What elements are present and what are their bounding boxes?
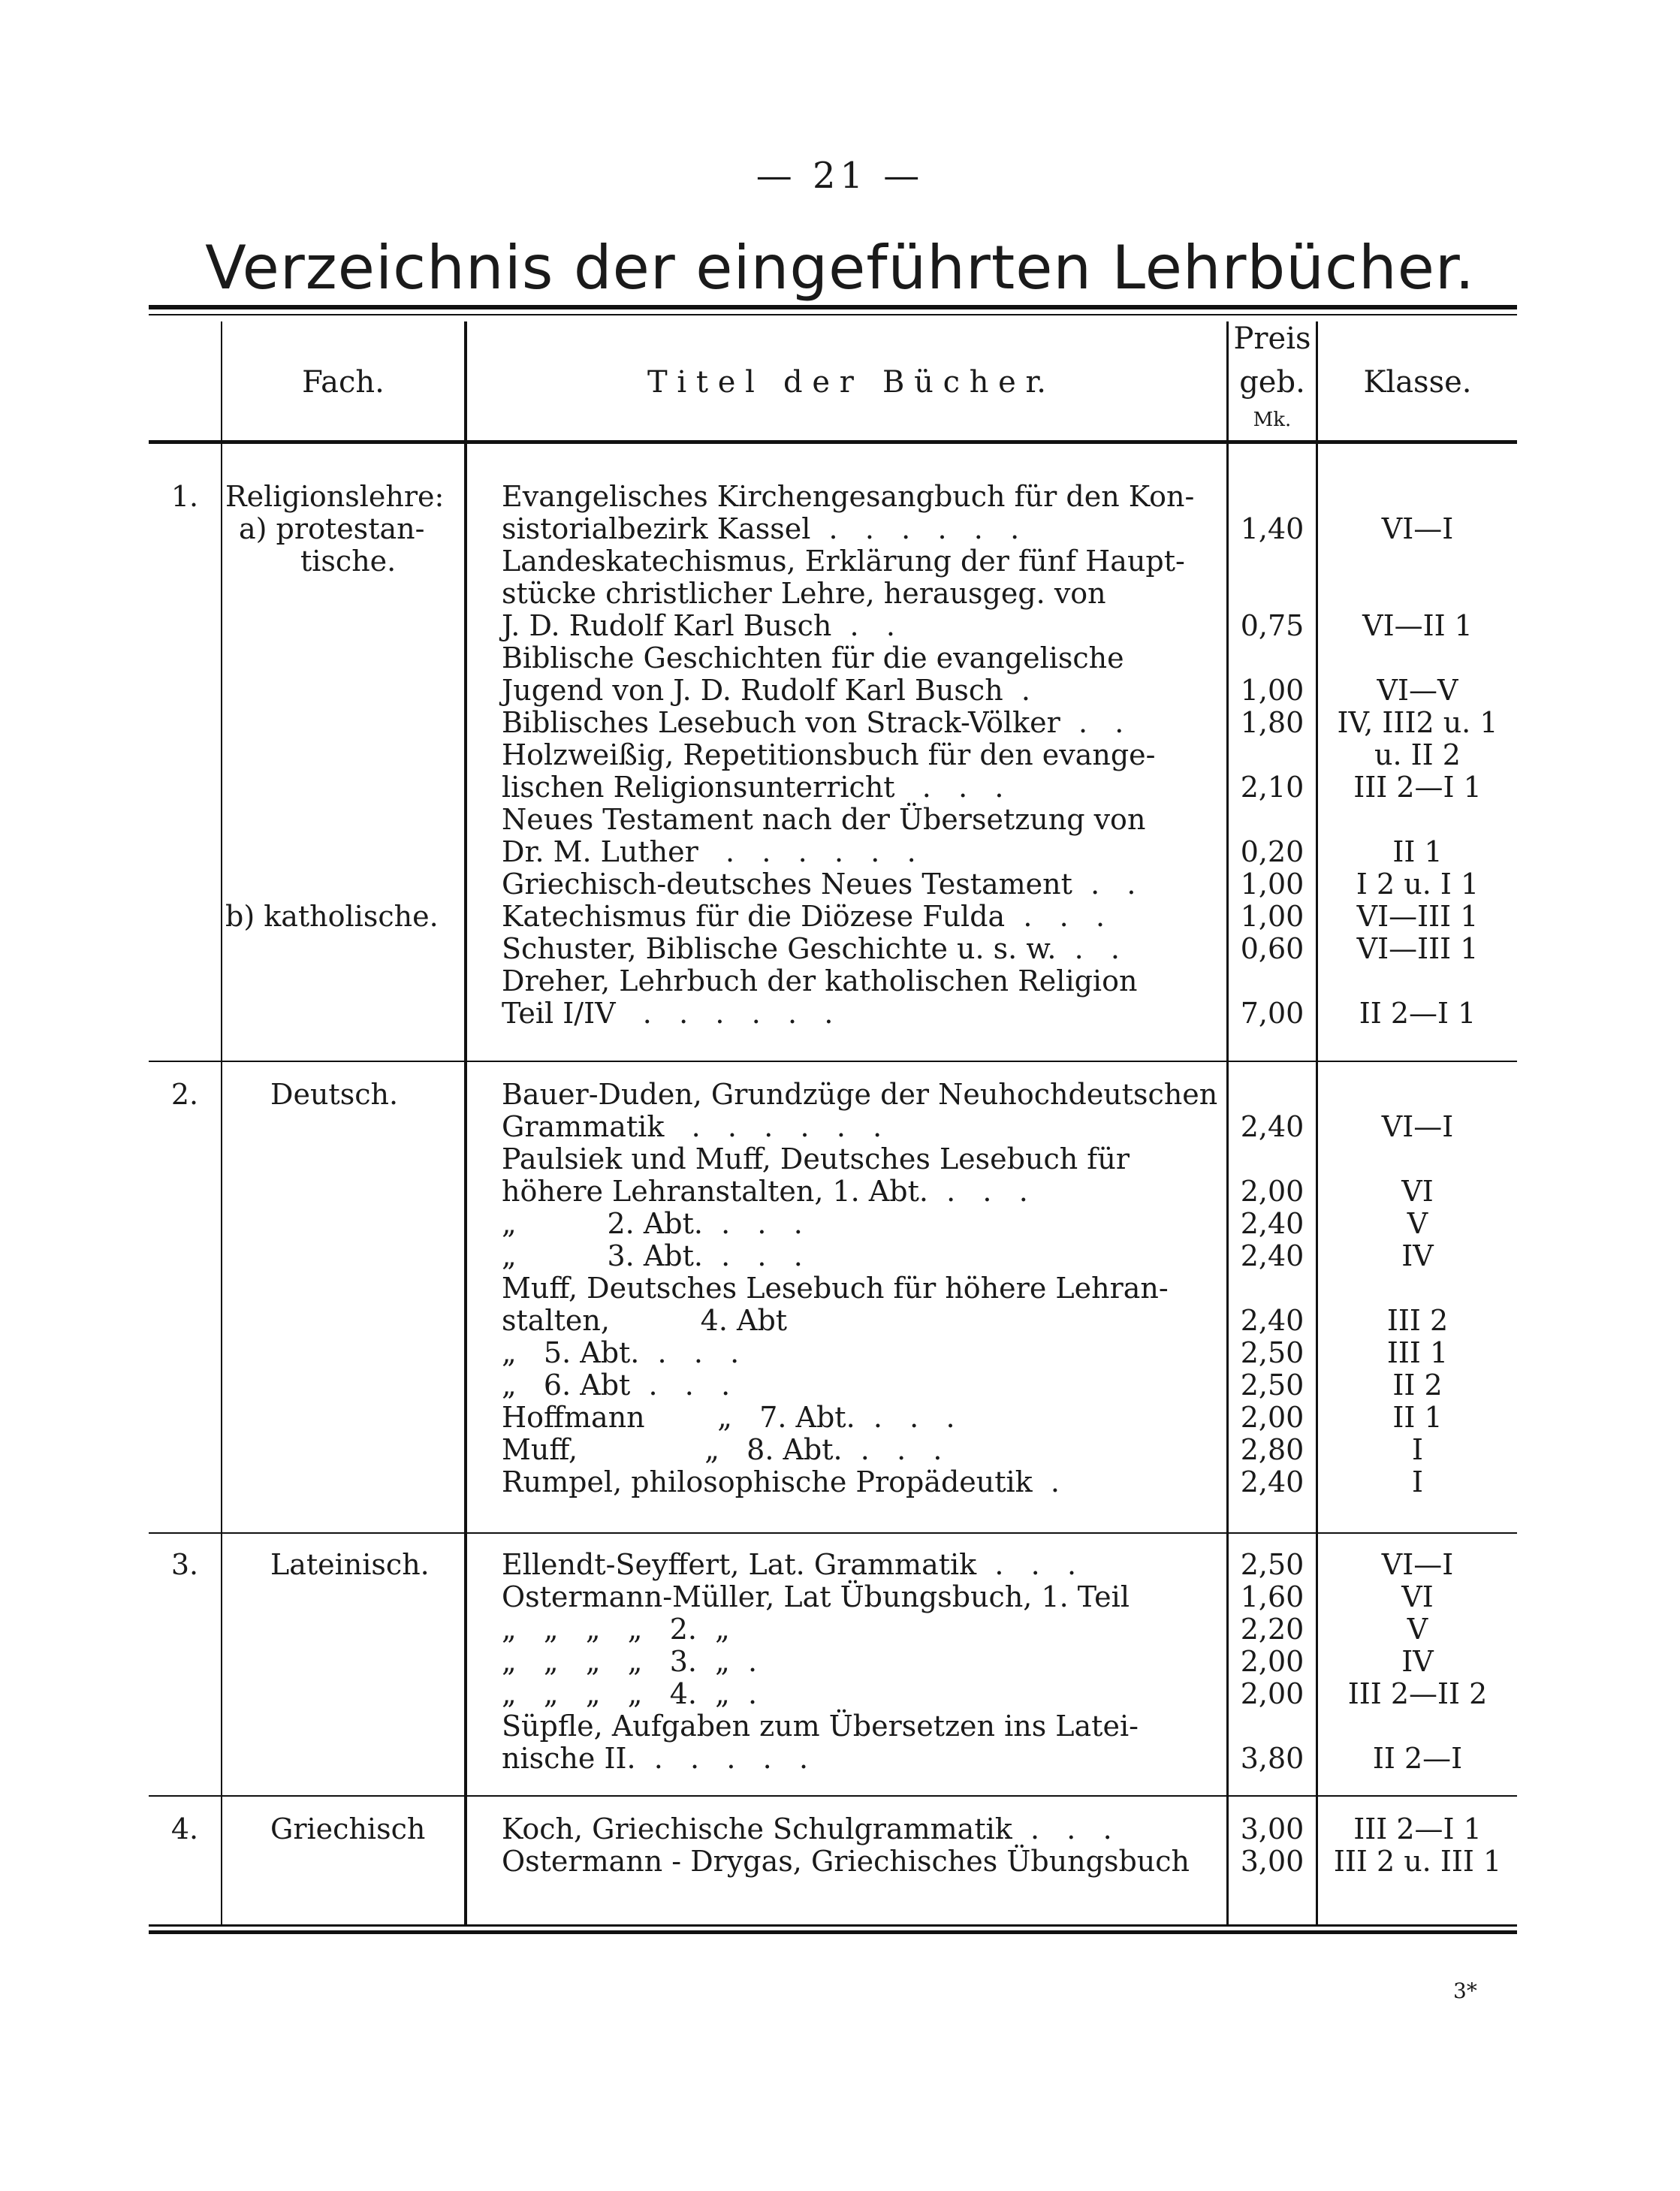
table-cell-titel: Dreher, Lehrbuch der katholischen Religion — [502, 964, 1138, 997]
table-cell-klasse: III 2—II 2 — [1347, 1677, 1488, 1710]
table-cell-klasse: IV — [1401, 1239, 1434, 1272]
table-cell-preis: 3,00 — [1240, 1812, 1304, 1845]
table-cell-titel: lischen Religionsunterricht . . . — [502, 771, 1004, 804]
table-cell-preis: 1,40 — [1240, 512, 1304, 545]
table-cell-preis: 2,40 — [1240, 1110, 1304, 1143]
table-cell-fach: a) protestan- — [239, 512, 425, 545]
table-cell-titel: stalten, 4. Abt — [502, 1304, 788, 1337]
page-number: — 21 — — [756, 155, 924, 197]
table-cell-titel: Dr. M. Luther . . . . . . — [502, 835, 916, 868]
rule-header — [149, 440, 1517, 444]
table-cell-klasse: II 2 — [1392, 1369, 1443, 1402]
rule-section-2 — [149, 1061, 1517, 1062]
table-cell-titel: Neues Testament nach der Übersetzung von — [502, 803, 1146, 836]
table-cell-titel: „ 6. Abt . . . — [502, 1369, 731, 1402]
table-cell-num: 4. — [170, 1812, 199, 1845]
table-cell-preis: 2,50 — [1240, 1369, 1304, 1402]
table-cell-fach: Religionslehre: — [225, 480, 445, 513]
table-cell-titel: nische II. . . . . . — [502, 1742, 809, 1775]
table-cell-num: 3. — [170, 1548, 199, 1581]
signature-mark: 3* — [1453, 1978, 1477, 2003]
table-cell-klasse: VI — [1401, 1580, 1434, 1613]
table-cell-klasse: III 2—I 1 — [1353, 1812, 1482, 1845]
table-cell-preis: 2,00 — [1240, 1175, 1304, 1208]
table-cell-klasse: VI—III 1 — [1356, 900, 1479, 933]
table-cell-titel: Katechismus für die Diözese Fulda . . . — [502, 900, 1105, 933]
table-cell-preis: 3,00 — [1240, 1845, 1304, 1878]
table-cell-titel: Biblisches Lesebuch von Strack-Völker . . — [502, 706, 1124, 739]
table-cell-klasse: II 1 — [1392, 835, 1443, 868]
table-cell-klasse: III 2 — [1386, 1304, 1449, 1337]
table-cell-klasse: VI—I — [1381, 1548, 1454, 1581]
rule-top — [149, 305, 1517, 309]
table-cell-preis: 2,40 — [1240, 1465, 1304, 1498]
rule-bottom — [149, 1924, 1517, 1927]
table-cell-titel: Ellendt-Seyffert, Lat. Grammatik . . . — [502, 1548, 1077, 1581]
table-cell-klasse: IV — [1401, 1645, 1434, 1678]
table-cell-klasse: V — [1407, 1207, 1428, 1240]
table-cell-klasse: VI—I — [1381, 1110, 1454, 1143]
table-cell-preis: 1,00 — [1240, 674, 1304, 707]
table-cell-titel: höhere Lehranstalten, 1. Abt. . . . — [502, 1175, 1028, 1208]
table-cell-titel: Süpfle, Aufgaben zum Übersetzen ins Latei- — [502, 1710, 1139, 1743]
table-cell-preis: 2,50 — [1240, 1336, 1304, 1369]
table-cell-titel: Ostermann-Müller, Lat Übungsbuch, 1. Teil — [502, 1580, 1130, 1613]
table-cell-titel: Jugend von J. D. Rudolf Karl Busch . — [502, 674, 1030, 707]
table-cell-preis: 2,80 — [1240, 1433, 1304, 1466]
header-geb: geb. — [1239, 365, 1305, 400]
table-cell-titel: „ „ „ „ 3. „ . — [502, 1645, 758, 1678]
table-cell-titel: Hoffmann „ 7. Abt. . . . — [502, 1401, 955, 1434]
table-cell-titel: Muff, „ 8. Abt. . . . — [502, 1433, 943, 1466]
table-cell-klasse: VI—I — [1381, 512, 1454, 545]
table-cell-preis: 1,80 — [1240, 706, 1304, 739]
table-cell-titel: „ „ „ „ 2. „ — [502, 1613, 730, 1646]
table-cell-titel: Paulsiek und Muff, Deutsches Lesebuch für — [502, 1142, 1130, 1175]
table-cell-preis: 1,60 — [1240, 1580, 1304, 1613]
table-cell-titel: „ 2. Abt. . . . — [502, 1207, 803, 1240]
header-preis: Preis — [1233, 321, 1311, 356]
table-cell-titel: Griechisch-deutsches Neues Testament . . — [502, 868, 1136, 901]
table-cell-num: 1. — [170, 480, 199, 513]
table-cell-preis: 2,20 — [1240, 1613, 1304, 1646]
table-cell-titel: Rumpel, philosophische Propädeutik . — [502, 1465, 1060, 1498]
table-cell-preis: 2,40 — [1240, 1239, 1304, 1272]
rule-section-4 — [149, 1795, 1517, 1797]
table-cell-titel: Landeskatechismus, Erklärung der fünf Haupt- — [502, 545, 1185, 578]
table-cell-preis: 7,00 — [1240, 997, 1304, 1030]
table-cell-titel: Koch, Griechische Schulgrammatik . . . — [502, 1812, 1112, 1845]
table-cell-klasse: I — [1411, 1433, 1423, 1466]
table-cell-preis: 2,40 — [1240, 1207, 1304, 1240]
table-cell-titel: Ostermann - Drygas, Griechisches Übungsbuch — [502, 1845, 1190, 1878]
table-cell-klasse: III 1 — [1386, 1336, 1449, 1369]
table-cell-titel: Grammatik . . . . . . — [502, 1110, 882, 1143]
table-cell-klasse: III 2—I 1 — [1353, 771, 1482, 804]
table-cell-fach: b) katholische. — [225, 900, 439, 933]
page-title: Verzeichnis der eingeführten Lehrbücher. — [205, 233, 1475, 303]
table-cell-titel: J. D. Rudolf Karl Busch . . — [502, 609, 895, 642]
table-cell-preis: 2,50 — [1240, 1548, 1304, 1581]
table-cell-klasse: I — [1411, 1465, 1423, 1498]
table-cell-klasse: II 2—I 1 — [1359, 997, 1476, 1030]
table-cell-fach: tische. — [300, 545, 397, 578]
table-cell-klasse: VI—V — [1377, 674, 1458, 707]
table-cell-titel: Schuster, Biblische Geschichte u. s. w. . . — [502, 932, 1120, 965]
table-cell-klasse: IV, III2 u. 1 — [1337, 706, 1498, 739]
table-cell-preis: 2,00 — [1240, 1677, 1304, 1710]
table-cell-titel: Evangelisches Kirchengesangbuch für den Kon- — [502, 480, 1195, 513]
table-cell-titel: „ 3. Abt. . . . — [502, 1239, 803, 1272]
table-cell-titel: Muff, Deutsches Lesebuch für höhere Lehran- — [502, 1272, 1169, 1305]
table-cell-titel: „ „ „ „ 4. „ . — [502, 1677, 758, 1710]
table-cell-titel: stücke christlicher Lehre, herausgeg. von — [502, 577, 1106, 610]
rule-section-3 — [149, 1532, 1517, 1534]
table-cell-preis: 2,00 — [1240, 1401, 1304, 1434]
table-cell-titel: Biblische Geschichten für die evangelische — [502, 641, 1124, 675]
rule-top-thin — [149, 314, 1517, 315]
table-cell-preis: 1,00 — [1240, 900, 1304, 933]
table-cell-preis: 0,75 — [1240, 609, 1304, 642]
table-cell-num: 2. — [170, 1078, 199, 1111]
table-cell-klasse: III 2 u. III 1 — [1333, 1845, 1502, 1878]
header-fach: Fach. — [302, 365, 385, 400]
table-cell-preis: 2,10 — [1240, 771, 1304, 804]
table-cell-preis: 0,20 — [1240, 835, 1304, 868]
table-cell-preis: 3,80 — [1240, 1742, 1304, 1775]
header-mk: Mk. — [1253, 409, 1292, 431]
table-cell-preis: 1,00 — [1240, 868, 1304, 901]
table-cell-klasse: VI—III 1 — [1356, 932, 1479, 965]
table-cell-titel: Holzweißig, Repetitionsbuch für den evange- — [502, 738, 1156, 771]
table-cell-klasse: V — [1407, 1613, 1428, 1646]
rule-bottom-thick — [149, 1930, 1517, 1934]
table-cell-titel: sistorialbezirk Kassel . . . . . . — [502, 512, 1020, 545]
table-cell-fach: Griechisch — [270, 1812, 426, 1845]
table-cell-preis: 2,00 — [1240, 1645, 1304, 1678]
table-cell-klasse: I 2 u. I 1 — [1356, 868, 1479, 901]
table-cell-titel: Bauer-Duden, Grundzüge der Neuhochdeutschen — [502, 1078, 1218, 1111]
table-cell-preis: 2,40 — [1240, 1304, 1304, 1337]
header-titel: T i t e l d e r B ü c h e r. — [647, 365, 1046, 400]
table-cell-titel: „ 5. Abt. . . . — [502, 1336, 740, 1369]
table-cell-klasse: u. II 2 — [1374, 738, 1461, 771]
table-cell-titel: Teil I/IV . . . . . . — [502, 997, 834, 1030]
table-cell-klasse: VI — [1401, 1175, 1434, 1208]
table-cell-klasse: VI—II 1 — [1362, 609, 1473, 642]
table-cell-klasse: II 1 — [1392, 1401, 1443, 1434]
table-cell-klasse: II 2—I — [1372, 1742, 1463, 1775]
table-cell-fach: Deutsch. — [270, 1078, 399, 1111]
table-cell-preis: 0,60 — [1240, 932, 1304, 965]
col-divider-num — [221, 321, 222, 1924]
table-cell-fach: Lateinisch. — [270, 1548, 430, 1581]
header-klasse: Klasse. — [1363, 365, 1472, 400]
